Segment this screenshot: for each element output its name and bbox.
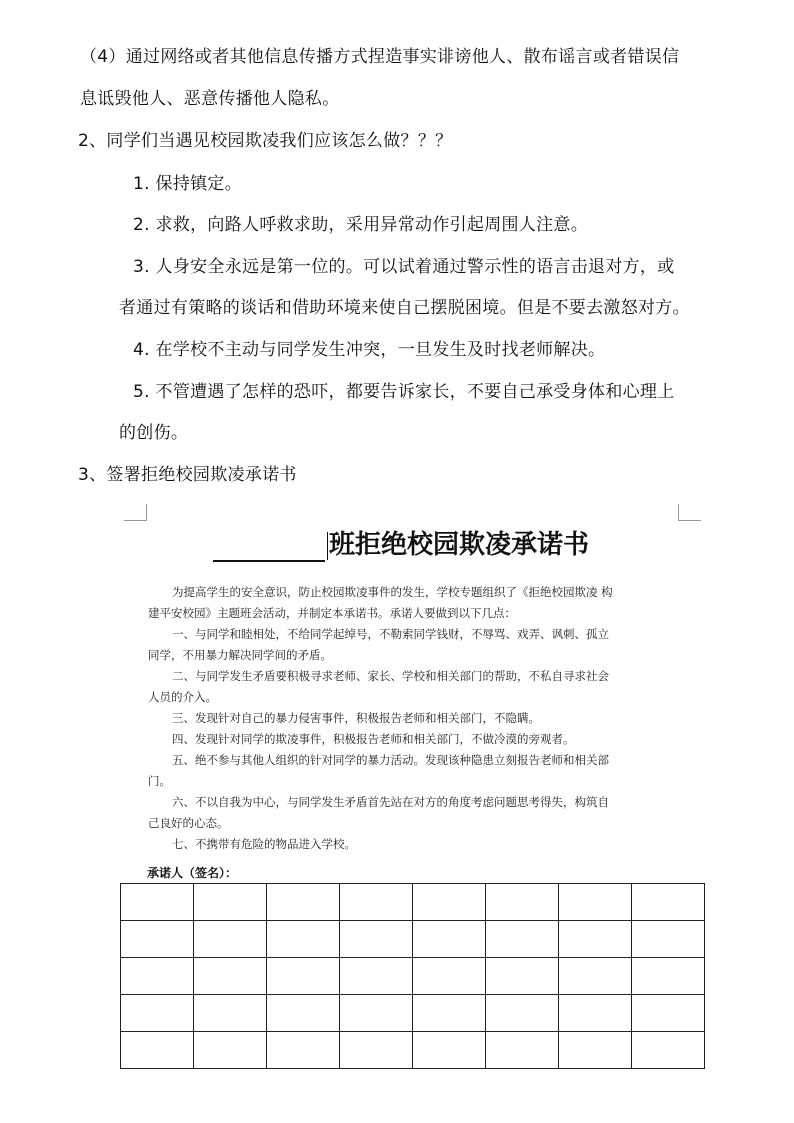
table-row xyxy=(121,921,705,958)
crop-mark-right xyxy=(678,504,701,521)
signature-cell[interactable] xyxy=(632,958,705,995)
pledge-rule4: 四、发现针对同学的欺凌事件，积极报告老师和相关部门，不做冷漠的旁观者。 xyxy=(172,732,575,746)
signature-cell[interactable] xyxy=(340,958,413,995)
signature-cell[interactable] xyxy=(194,1032,267,1069)
pledge-rule6-line2: 己良好的心态。 xyxy=(148,816,229,830)
signature-cell[interactable] xyxy=(559,958,632,995)
pledge-rule6-line1: 六、不以自我为中心，与同学发生矛盾首先站在对方的角度考虑问题思考得失，构筑自 xyxy=(172,795,609,809)
pledge-rule2-line2: 人员的介入。 xyxy=(148,690,217,704)
tip-5-line1: 5. 不管遭遇了怎样的恐吓，都要告诉家长，不要自己承受身体和心理上 xyxy=(133,382,675,402)
signature-cell[interactable] xyxy=(267,1032,340,1069)
signer-label: 承诺人（签名）： xyxy=(147,866,238,880)
tip-4: 4. 在学校不主动与同学发生冲突，一旦发生及时找老师解决。 xyxy=(133,340,606,360)
pledge-intro-line2: 建平安校园》主题班会活动，并制定本承诺书。承诺人要做到以下几点： xyxy=(148,606,516,620)
item4-line1: （4）通过网络或者其他信息传播方式捏造事实诽谤他人、散布谣言或者错误信 xyxy=(80,47,680,67)
table-row xyxy=(121,958,705,995)
signature-cell[interactable] xyxy=(486,884,559,921)
signature-cell[interactable] xyxy=(340,1032,413,1069)
signature-cell[interactable] xyxy=(413,958,486,995)
signature-cell[interactable] xyxy=(267,921,340,958)
signature-cell[interactable] xyxy=(267,958,340,995)
signature-cell[interactable] xyxy=(121,921,194,958)
signature-cell[interactable] xyxy=(632,1032,705,1069)
signature-cell[interactable] xyxy=(559,995,632,1032)
signature-cell[interactable] xyxy=(413,1032,486,1069)
signature-cell[interactable] xyxy=(559,884,632,921)
tip-5-line2: 的创伤。 xyxy=(119,423,189,443)
item4-line2: 息诋毁他人、恶意传播他人隐私。 xyxy=(80,89,340,109)
signature-cell[interactable] xyxy=(194,921,267,958)
signature-cell[interactable] xyxy=(632,884,705,921)
pledge-rule5-line2: 门。 xyxy=(148,774,171,788)
pledge-rule1-line2: 同学，不用暴力解决同学间的矛盾。 xyxy=(148,648,332,662)
signature-cell[interactable] xyxy=(559,1032,632,1069)
table-row xyxy=(121,884,705,921)
signature-cell[interactable] xyxy=(340,884,413,921)
signature-cell[interactable] xyxy=(486,958,559,995)
pledge-rule7: 七、不携带有危险的物品进入学校。 xyxy=(172,837,356,851)
tip-2: 2. 求救，向路人呼救求助，采用异常动作引起周围人注意。 xyxy=(133,215,589,235)
signature-cell[interactable] xyxy=(121,884,194,921)
section3-heading: 3、签署拒绝校园欺凌承诺书 xyxy=(78,465,297,485)
signature-cell[interactable] xyxy=(486,921,559,958)
signature-cell[interactable] xyxy=(632,995,705,1032)
signature-cell[interactable] xyxy=(486,1032,559,1069)
signature-cell[interactable] xyxy=(413,995,486,1032)
signature-cell[interactable] xyxy=(194,884,267,921)
table-row xyxy=(121,995,705,1032)
signature-cell[interactable] xyxy=(340,995,413,1032)
signature-cell[interactable] xyxy=(194,958,267,995)
signature-cell[interactable] xyxy=(267,884,340,921)
signature-table xyxy=(120,883,705,1069)
pledge-intro-line1: 为提高学生的安全意识，防止校园欺凌事件的发生，学校专题组织了《拒绝校园欺凌 构 xyxy=(172,585,613,599)
signature-cell[interactable] xyxy=(486,995,559,1032)
signature-cell[interactable] xyxy=(413,921,486,958)
pledge-rule5-line1: 五、绝不参与其他人组织的针对同学的暴力活动。发现该种隐患立刻报告老师和相关部 xyxy=(172,753,609,767)
pledge-title xyxy=(213,528,613,562)
signature-cell[interactable] xyxy=(413,884,486,921)
tip-3-line1: 3. 人身安全永远是第一位的。可以试着通过警示性的语言击退对方，或 xyxy=(133,257,675,277)
signature-cell[interactable] xyxy=(121,958,194,995)
signature-cell[interactable] xyxy=(121,995,194,1032)
class-name-blank xyxy=(213,530,325,562)
pledge-rule3: 三、发现针对自己的暴力侵害事件，积极报告老师和相关部门，不隐瞒。 xyxy=(172,711,540,725)
signature-cell[interactable] xyxy=(267,995,340,1032)
tip-3-line2: 者通过有策略的谈话和借助环境来使自己摆脱困境。但是不要去激怒对方。 xyxy=(119,298,690,318)
tip-1: 1. 保持镇定。 xyxy=(133,174,243,194)
signature-cell[interactable] xyxy=(121,1032,194,1069)
crop-mark-left xyxy=(124,504,147,521)
signature-cell[interactable] xyxy=(340,921,413,958)
table-row xyxy=(121,1032,705,1069)
pledge-rule1-line1: 一、与同学和睦相处，不给同学起绰号，不勒索同学钱财，不辱骂、戏弄、讽刺、孤立 xyxy=(172,627,609,641)
signature-cell[interactable] xyxy=(194,995,267,1032)
signature-cell[interactable] xyxy=(632,921,705,958)
text-cursor xyxy=(327,532,328,560)
signature-cell[interactable] xyxy=(559,921,632,958)
pledge-title-text: 班拒绝校园欺凌承诺书 xyxy=(329,530,590,560)
pledge-rule2-line1: 二、与同学发生矛盾要积极寻求老师、家长、学校和相关部门的帮助，不私自寻求社会 xyxy=(172,669,609,683)
section2-heading: 2、同学们当遇见校园欺凌我们应该怎么做？？？ xyxy=(78,131,453,151)
